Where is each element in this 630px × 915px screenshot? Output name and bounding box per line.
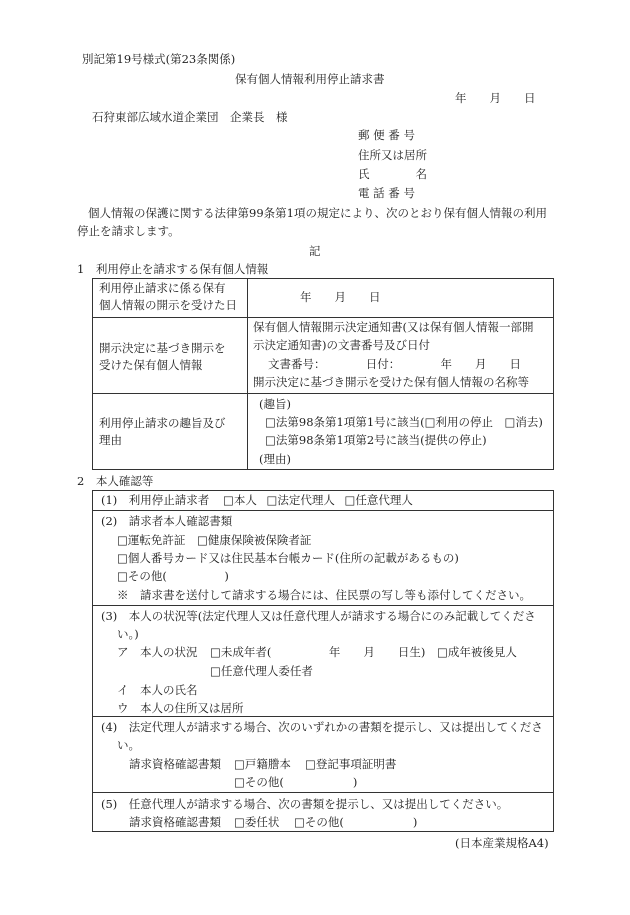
b5-title: (5) 任意代理人が請求する場合、次の書類を提示し、又は提出してください。 [101,797,509,811]
checkbox-icon[interactable] [437,645,448,659]
b2-options-row [117,533,311,549]
b5-docs-label: 請求資格確認書類 [129,815,221,829]
address-label: 住所又は居所 [358,148,427,162]
table-row-divider [92,317,554,318]
b4-docs-label: 請求資格確認書類 [129,757,221,771]
form-number: 別記第19号様式(第23条関係) [82,52,236,66]
b4-option-koseki[interactable]: □ 戸籍謄本 [234,757,291,773]
b3-option-guardianship[interactable]: □ 成年被後見人 [437,645,517,661]
checkbox-icon[interactable] [234,775,245,789]
checkbox-icon[interactable] [305,757,316,771]
section1-heading: 1 利用停止を請求する保有個人情報 [77,262,269,276]
phone-label: 電 話 番 号 [358,186,415,200]
postal-code-label: 郵 便 番 号 [358,128,415,142]
b2-note: ※ 請求書を送付して請求する場合には、住民票の写し等も添付してください。 [117,588,531,602]
intro-line-2: 停止を請求します。 [77,224,180,238]
table-row-divider [92,393,554,394]
section2-divider [92,605,554,606]
b1-title: (1) 利用停止請求者 □ 本人 □ 法定代理人 □ 任意代理人 [101,493,413,509]
checkbox-icon[interactable] [294,815,305,829]
checkbox-icon[interactable] [117,551,128,565]
row1-label: 利用停止請求に係る保有 [99,281,226,295]
checkbox-icon[interactable] [223,493,234,507]
b3-name: イ 本人の氏名 [117,683,198,697]
paper-standard: (日本産業規格A4) [455,836,549,850]
intro-line-1: 個人情報の保護に関する法律第99条第1項の規定により、次のとおり保有個人情報の利用 [88,206,547,220]
checkbox-icon[interactable] [117,533,128,547]
b5-option-other[interactable]: □ その他( ) [294,815,417,831]
b1-option-legal[interactable]: □ 法定代理人 [266,493,334,507]
b4-title: (4) 法定代理人が請求する場合、次のいずれかの書類を提示し、又は提出してくださ [101,720,543,734]
checkbox-icon[interactable] [265,433,276,447]
checkbox-icon[interactable] [197,533,208,547]
checkbox-icon[interactable] [210,645,221,659]
addressee: 石狩東部広域水道企業団 企業長 様 [92,110,288,124]
checkbox-icon[interactable] [117,569,128,583]
row2-line: 保有個人情報開示決定通知書(又は保有個人情報一部開 [253,320,534,334]
b4-title: い。 [117,738,140,752]
checkbox-icon[interactable] [265,415,276,429]
name-label: 氏 名 [358,167,427,181]
row1-label: 個人情報の開示を受けた日 [99,298,237,312]
row3-label: 理由 [99,433,122,447]
b2-option-other[interactable]: □ その他( ) [117,569,229,585]
b2-option-insurance[interactable]: □ 健康保険被保険者証 [197,533,311,547]
page-title: 保有個人情報利用停止請求書 [235,72,385,86]
b1-option-voluntary[interactable]: □ 任意代理人 [345,493,413,507]
b2-option-mynumber[interactable]: □ 個人番号カード又は住民基本台帳カード(住所の記載があるもの) [117,551,459,567]
checkbox-icon[interactable] [345,493,356,507]
ki-mark: 記 [309,244,321,258]
b3-status-label: ア 本人の状況 [117,645,198,659]
b4-option-other[interactable]: □ その他( ) [234,775,357,791]
row2-line: 示決定通知書)の文書番号及び日付 [253,338,430,352]
row3-option-2[interactable]: □ 法第98条第1項第2号に該当(提供の停止) [265,433,487,449]
row2-label: 開示決定に基づき開示を [99,341,226,355]
b2-title: (2) 請求者本人確認書類 [101,514,233,528]
row2-label: 受けた保有個人情報 [99,358,203,372]
checkbox-icon[interactable] [234,757,245,771]
checkbox-icon[interactable] [234,815,245,829]
checkbox-icon[interactable] [210,664,221,678]
b5-option-proxy[interactable]: □ 委任状 [234,815,279,831]
b3-option-minor[interactable]: □ 未成年者( 年 月 日生) [210,645,425,661]
b3-title: い。) [117,627,139,641]
b3-title: (3) 本人の状況等(法定代理人又は任意代理人が請求する場合にのみ記載してくださ [101,609,536,623]
section2-divider [92,510,554,511]
row3-purpose: (趣旨) [259,397,291,411]
checkbox-icon[interactable] [266,493,277,507]
row1-value[interactable]: 年 月 日 [300,290,381,304]
date-line: 年 月 日 [455,91,536,105]
b3-address: ウ 本人の住所又は居所 [117,701,244,715]
b4-option-registry[interactable]: □ 登記事項証明書 [305,757,396,773]
table-divider [247,278,248,470]
b1-option-self[interactable]: □ 本人 [223,493,257,507]
section2-heading: 2 本人確認等 [77,474,154,488]
section2-divider [92,792,554,793]
b2-option-license[interactable]: □ 運転免許証 [117,533,185,547]
b3-option-delegator[interactable]: □ 任意代理人委任者 [210,664,313,680]
row3-label: 利用停止請求の趣旨及び [99,416,226,430]
row2-line: 開示決定に基づき開示を受けた保有個人情報の名称等 [253,375,529,389]
row2-doc-number[interactable]: 文書番号： 日付： 年 月 日 [268,357,521,371]
row3-option-1[interactable]: □ 法第98条第1項第1号に該当(□利用の停止 □消去) [265,415,543,431]
row3-reason: (理由) [259,452,291,466]
